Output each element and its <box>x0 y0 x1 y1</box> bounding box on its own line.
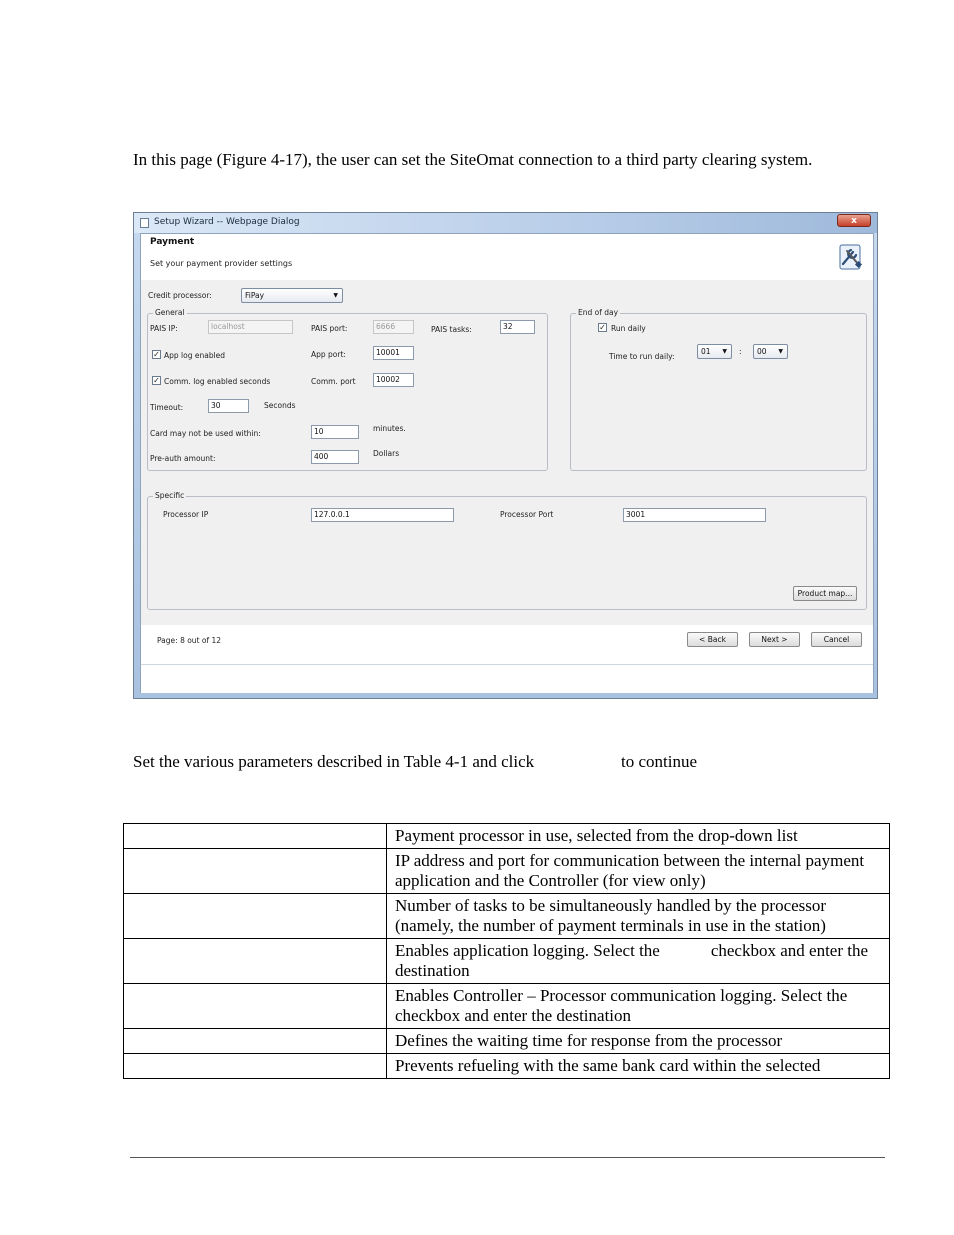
wizard-footer <box>141 625 873 662</box>
param-cell <box>124 849 387 894</box>
page-indicator: Page: 8 out of 12 <box>157 636 222 645</box>
wizard-page-subtitle: Set your payment provider settings <box>150 259 293 268</box>
comm-log-label: Comm. log enabled seconds <box>164 377 271 386</box>
timeout-label: Timeout: <box>150 403 184 412</box>
chevron-down-icon: ▼ <box>722 348 727 355</box>
app-port-label: App port: <box>311 350 346 359</box>
wizard-header <box>141 234 873 280</box>
param-cell <box>124 1029 387 1054</box>
intro-paragraph: In this page (Figure 4-17), the user can set the SiteOmat connection to a third party clearing system. <box>133 150 813 169</box>
param-cell <box>124 1054 387 1079</box>
processor-ip-field[interactable]: 127.0.0.1 <box>311 508 454 522</box>
preauth-unit: Dollars <box>373 449 400 458</box>
general-group <box>147 308 548 471</box>
time-to-run-label: Time to run daily: <box>609 352 675 361</box>
table-row <box>124 1029 890 1054</box>
processor-ip-label: Processor IP <box>163 510 209 519</box>
credit-processor-value: FiPay <box>245 291 265 300</box>
comm-port-label: Comm. port <box>311 377 356 386</box>
table-row <box>124 939 890 984</box>
hour-select[interactable] <box>697 344 732 359</box>
instruction-text-start: Set the various parameters described in Table 4-1 and click <box>133 752 535 771</box>
end-of-day-group <box>570 308 867 471</box>
chevron-down-icon: ▼ <box>333 292 338 299</box>
card-limit-unit: minutes. <box>373 424 406 433</box>
description-cell: IP address and port for communication between the internal payment application and the Controller (for view only) <box>387 849 890 894</box>
pais-port-label: PAIS port: <box>311 324 348 333</box>
description-cell: Number of tasks to be simultaneously handled by the processor (namely, the number of payment terminals in use in the station) <box>387 894 890 939</box>
minute-value: 00 <box>757 347 767 356</box>
run-daily-checkbox[interactable]: ✓ <box>599 323 606 332</box>
dialog-titlebar <box>134 213 877 233</box>
app-port-field[interactable]: 10001 <box>373 346 414 360</box>
credit-processor-select[interactable] <box>241 288 343 303</box>
credit-processor-label: Credit processor: <box>148 291 212 300</box>
pais-port-field: 6666 <box>373 320 414 334</box>
pais-ip-label: PAIS IP: <box>150 324 178 333</box>
processor-port-label: Processor Port <box>500 510 554 519</box>
comm-port-field[interactable]: 10002 <box>373 373 414 387</box>
description-cell: Enables application logging. Select the checkbox and enter the destination <box>387 939 890 984</box>
app-log-label: App log enabled <box>164 351 226 360</box>
preauth-label: Pre-auth amount: <box>150 454 216 463</box>
setup-wizard-screenshot <box>133 212 878 699</box>
minute-select[interactable] <box>753 344 788 359</box>
run-daily-label: Run daily <box>611 324 646 333</box>
timeout-unit: Seconds <box>264 401 296 410</box>
processor-port-field[interactable]: 3001 <box>623 508 766 522</box>
parameters-table <box>123 823 899 1079</box>
dialog-title: Setup Wizard -- Webpage Dialog <box>154 217 300 227</box>
dialog-client-area <box>140 233 874 693</box>
close-button[interactable]: x <box>837 214 871 227</box>
table-row <box>124 1054 890 1079</box>
table-row <box>124 984 890 1029</box>
cancel-button[interactable]: Cancel <box>811 632 862 647</box>
instruction-text-end: to continue <box>621 752 698 771</box>
param-cell <box>124 939 387 984</box>
pais-tasks-label: PAIS tasks: <box>431 325 472 334</box>
pais-tasks-field[interactable]: 32 <box>500 320 535 334</box>
card-limit-label: Card may not be used within: <box>150 429 261 438</box>
general-group-title: General <box>155 308 185 317</box>
comm-log-checkbox[interactable]: ✓ <box>153 376 160 385</box>
back-button[interactable]: < Back <box>687 632 738 647</box>
wrench-screwdriver-icon <box>837 242 865 272</box>
param-cell <box>124 824 387 849</box>
table-row <box>124 849 890 894</box>
description-cell: Payment processor in use, selected from the drop-down list <box>387 824 890 849</box>
param-cell <box>124 894 387 939</box>
card-limit-field[interactable]: 10 <box>311 425 359 439</box>
param-cell <box>124 984 387 1029</box>
end-of-day-group-title: End of day <box>578 308 619 317</box>
app-log-checkbox[interactable]: ✓ <box>153 350 160 359</box>
next-button[interactable]: Next > <box>749 632 800 647</box>
page-icon <box>140 218 149 228</box>
footer-rule <box>130 1157 885 1158</box>
chevron-down-icon: ▼ <box>778 348 783 355</box>
time-separator: : <box>739 347 742 356</box>
specific-group-title: Specific <box>155 491 185 500</box>
product-map-button[interactable]: Product map... <box>793 586 857 601</box>
description-cell: Prevents refueling with the same bank card within the selected <box>387 1054 890 1079</box>
pais-ip-field: localhost <box>208 320 293 334</box>
preauth-field[interactable]: 400 <box>311 450 359 464</box>
hour-value: 01 <box>701 347 711 356</box>
wizard-page-title: Payment <box>150 237 195 247</box>
description-cell: Defines the waiting time for response from the processor <box>387 1029 890 1054</box>
table-row <box>124 894 890 939</box>
timeout-field[interactable]: 30 <box>208 399 249 413</box>
description-cell: Enables Controller – Processor communication logging. Select the checkbox and enter the destination <box>387 984 890 1029</box>
dialog-status-bar <box>141 664 873 693</box>
table-row <box>124 824 890 849</box>
wizard-body <box>141 280 873 625</box>
